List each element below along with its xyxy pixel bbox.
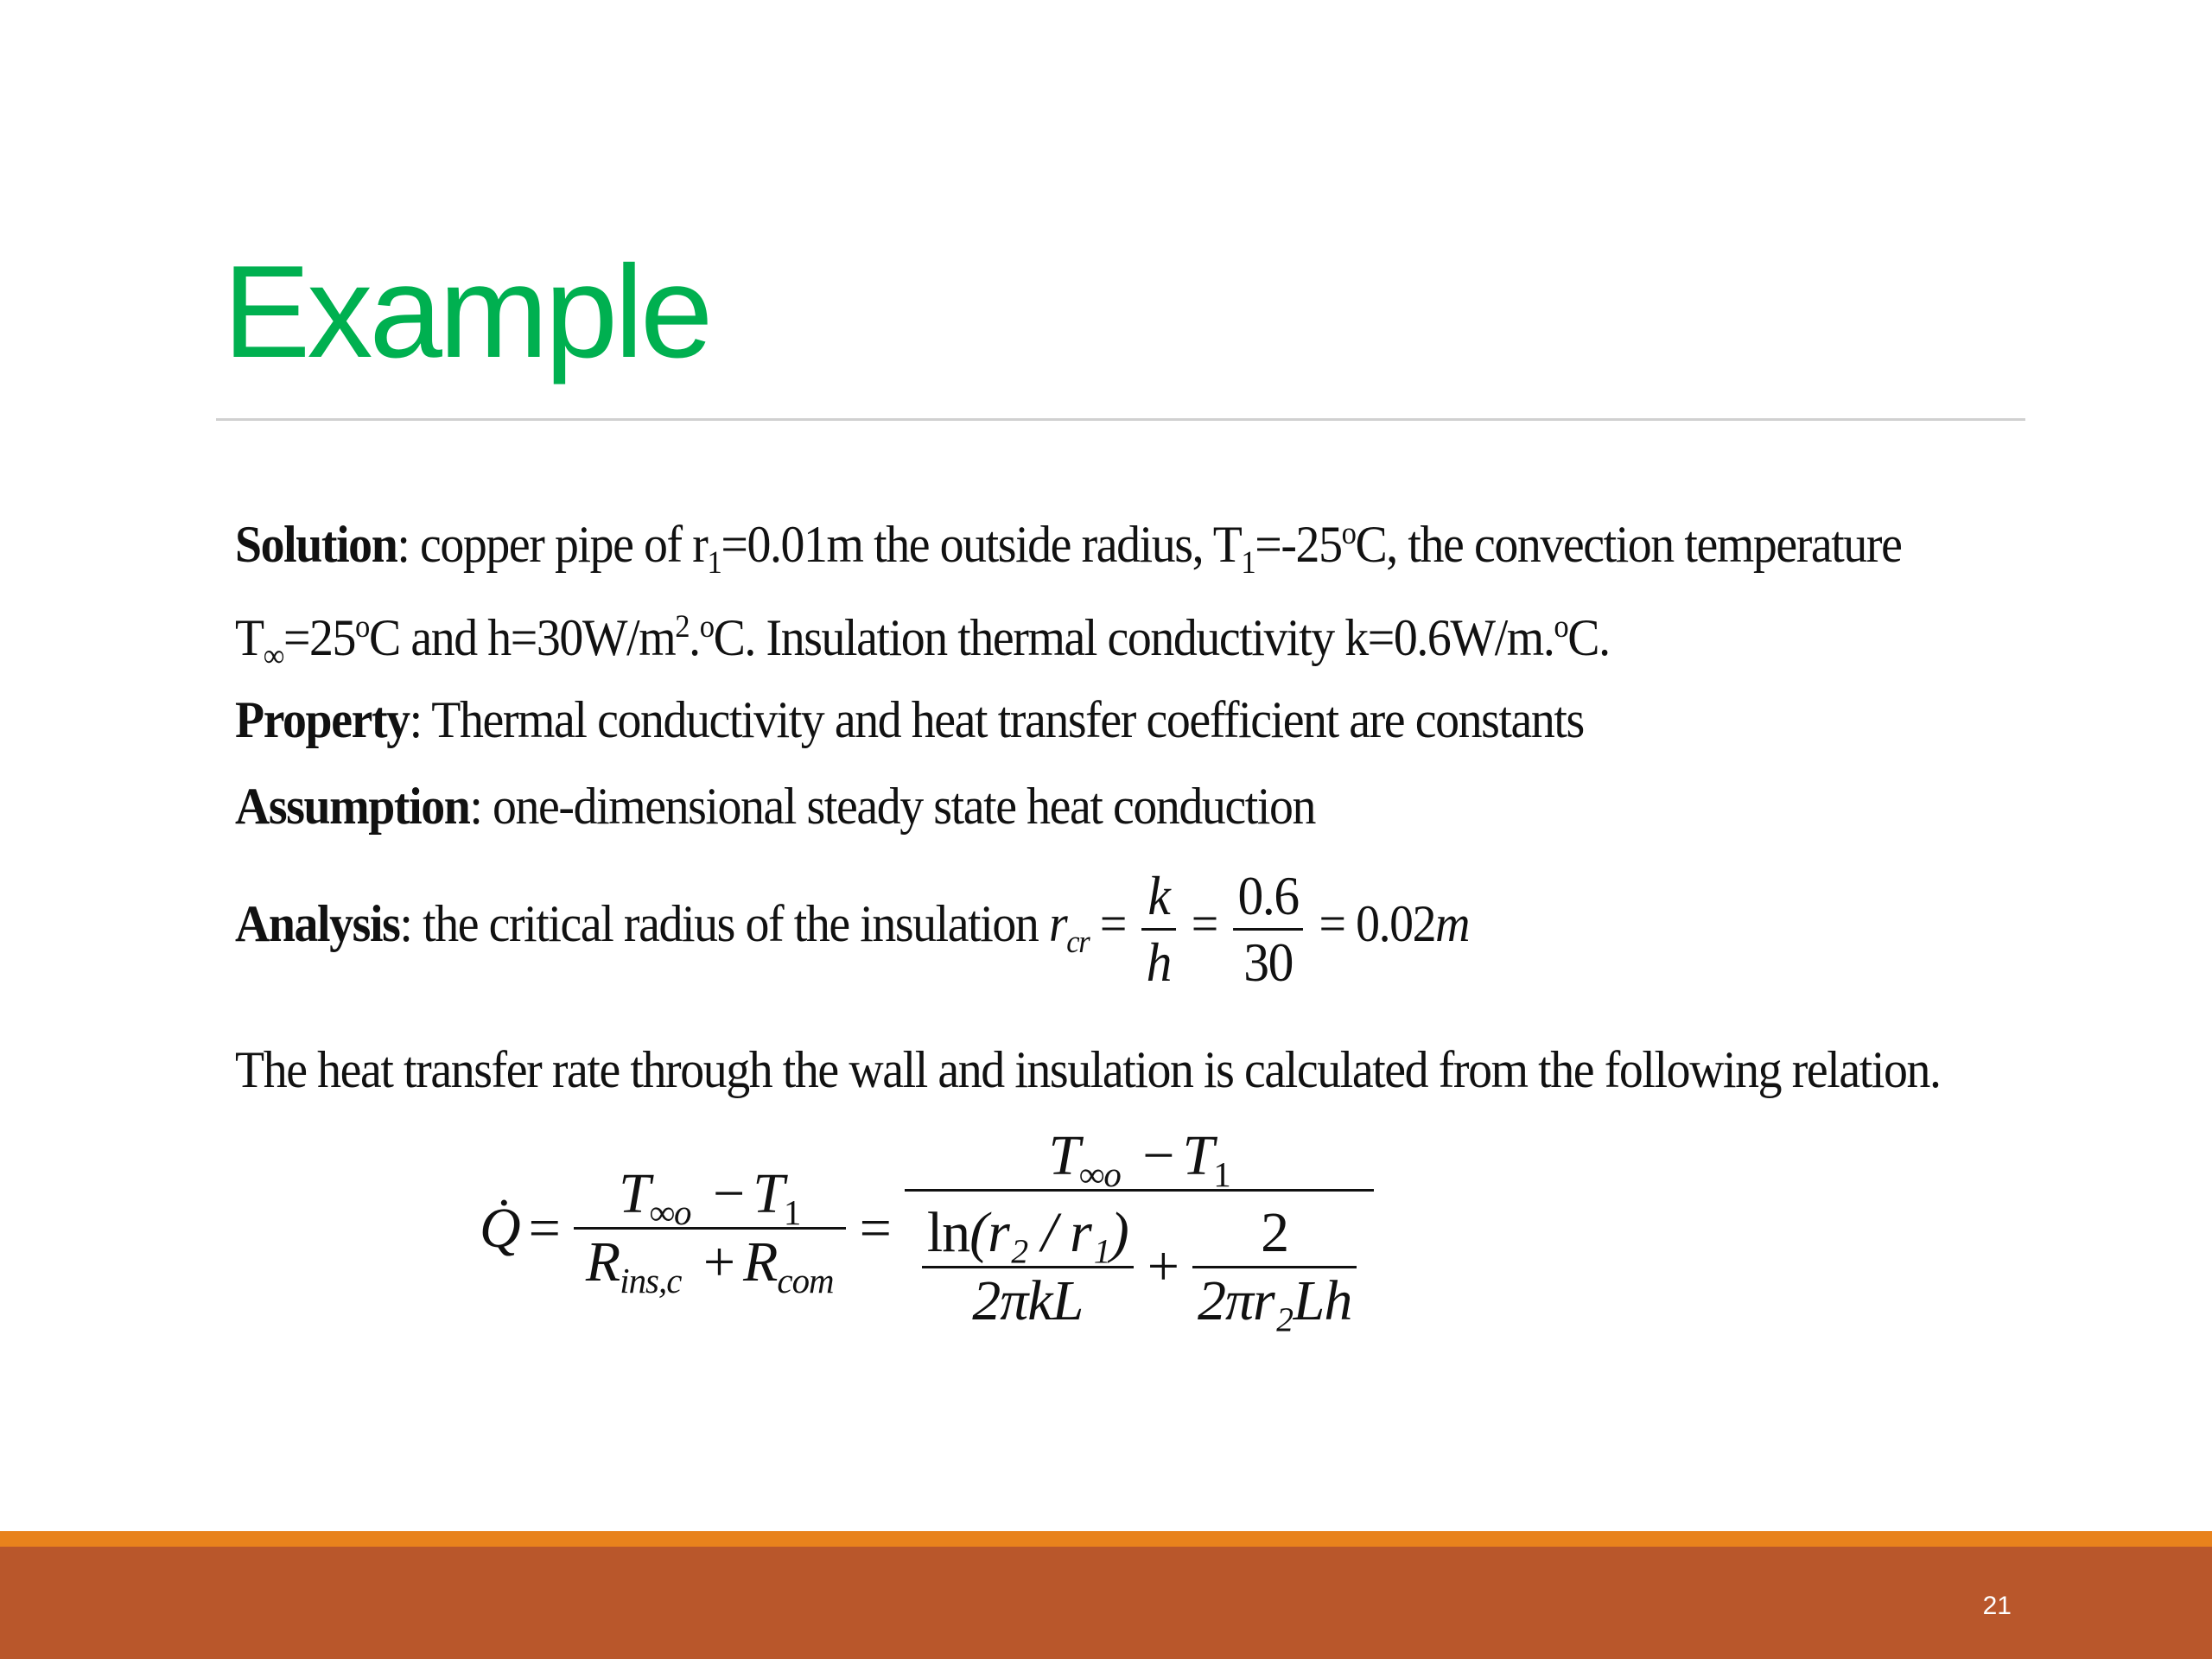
- slide-title: Example: [223, 238, 710, 385]
- property-label: Property: [235, 691, 410, 748]
- convection-term: $\frac{2}{\text{2πr₂Lh}}$: [1192, 1200, 1357, 1334]
- analysis-label: Analysis: [235, 894, 400, 952]
- k-over-h-fraction: $\frac{k}{h}$: [1141, 864, 1176, 994]
- solution-line-1: Solution: copper pipe of $r_1=0.01m$ the outside radius, $T_1=-25^oC$, the convection temperature: [235, 516, 1902, 581]
- expanded-fraction: $T_{\infty o} - T_1$ $\frac{\text{ln(r₂ / r₁)}}{\text{2πkL}}$ + $\frac{2}{\text{2πr₂Lh}}$: [905, 1123, 1375, 1334]
- property-line: Property: Thermal conductivity and heat transfer coefficient are constants: [235, 691, 1584, 748]
- assumption-label: Assumption: [235, 778, 470, 835]
- title-divider: [216, 418, 2025, 421]
- conduction-term: $\frac{\text{ln(r₂ / r₁)}}{\text{2πkL}}$: [922, 1200, 1134, 1334]
- footer-bar: [0, 1547, 2212, 1659]
- resistance-fraction: $\frac{T_{\infty o} - T_1}{R_{ins,c} + R_{com}}$: [574, 1161, 846, 1295]
- value-fraction: $\frac{0.6}{30}$: [1233, 864, 1303, 994]
- assumption-line: Assumption: one-dimensional steady state heat conduction: [235, 778, 1316, 835]
- page-number: 21: [1982, 1592, 2012, 1620]
- solution-label: Solution: [235, 516, 397, 573]
- relation-line: The heat transfer rate through the wall and insulation is calculated from the following relation.: [235, 1041, 1941, 1098]
- footer-stripe: [0, 1531, 2212, 1547]
- solution-line-2: $T_\infty=25^oC$ and $h=30W/m^2.^oC$. Insulation thermal conductivity k=0.6W/m.$^o$C.: [235, 609, 1610, 674]
- heat-transfer-equation: Q̇ = $\frac{T_{\infty o} - T_1}{R_{ins,c} + R_{com}}$ = $T_{\infty o} - T_1$ $\frac{\text{ln(r₂ / r₁)}}{\text{2πkL}}$ + $\frac{2}{\text{2πr₂Lh}}$: [480, 1123, 1379, 1334]
- analysis-line: Analysis: the critical radius of the insulation $r_{cr}$ = $\frac{k}{h}$ = $\frac{0.6}{30}$ = 0.02m: [235, 865, 1470, 993]
